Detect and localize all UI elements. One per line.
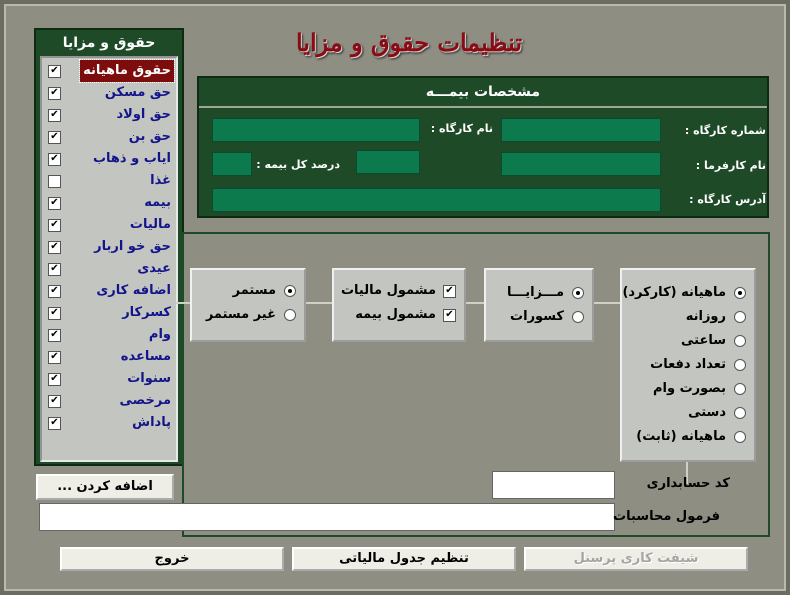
list-item-checkbox[interactable]: ✔ [48, 351, 61, 364]
list-item-checkbox[interactable]: ✔ [48, 219, 61, 232]
option-benefits[interactable] [488, 282, 588, 304]
calculation-type-option[interactable] [624, 402, 750, 424]
continuity-group [190, 268, 306, 342]
list-item[interactable] [44, 170, 174, 192]
calculation-type-radio[interactable] [734, 287, 746, 299]
employer-name-label: نام کارفرما : [695, 159, 766, 172]
list-item-checkbox[interactable]: ✔ [48, 417, 61, 430]
list-item-label: حقوق ماهیانه [80, 60, 174, 82]
list-item-label: بیمه [144, 195, 171, 210]
list-item[interactable] [44, 412, 174, 434]
total-percent-label: درصد کل بیمه : [256, 158, 340, 171]
workshop-number-field[interactable] [501, 118, 661, 142]
list-item[interactable] [44, 258, 174, 280]
tax-inclusive-checkbox[interactable]: ✔ [443, 285, 456, 298]
calculation-type-label: ماهیانه (ثابت) [636, 429, 726, 444]
calculation-type-radio[interactable] [734, 359, 746, 371]
personnel-shift-button[interactable]: شیفت کاری پرسنل [524, 547, 748, 571]
list-item-label: سنوات [127, 371, 171, 386]
list-item-label: مرخصی [119, 393, 171, 408]
calculation-type-group [620, 268, 756, 462]
calculation-type-radio[interactable] [734, 431, 746, 443]
list-item[interactable] [44, 148, 174, 170]
accounting-code-input[interactable] [492, 471, 615, 499]
list-item[interactable] [44, 60, 174, 82]
page-title: تنظیمات حقوق و مزایا [295, 28, 523, 57]
list-item-checkbox[interactable]: ✔ [48, 395, 61, 408]
list-item[interactable] [44, 280, 174, 302]
option-benefits-label: مـــزایـــا [506, 285, 564, 300]
list-item-checkbox[interactable]: ✔ [48, 307, 61, 320]
calculation-type-option[interactable] [624, 354, 750, 376]
list-item-label: عیدی [137, 261, 171, 276]
tax-table-button[interactable]: تنظیم جدول مالیاتی [292, 547, 516, 571]
calculation-type-radio[interactable] [734, 311, 746, 323]
benefits-list-title: حقوق و مزایا [62, 35, 156, 51]
list-item-label: حق خو اربار [94, 239, 171, 254]
option-non-continuous[interactable] [194, 304, 300, 326]
list-item[interactable] [44, 104, 174, 126]
calculation-type-label: روزانه [685, 309, 726, 324]
workshop-number-label: شماره کارگاه : [684, 124, 766, 137]
option-continuous[interactable] [194, 280, 300, 302]
option-continuous-label: مستمر [232, 283, 276, 298]
benefit-type-group [484, 268, 594, 342]
list-item-label: مالیات [129, 217, 171, 232]
option-tax-inclusive-label: مشمول مالیات [340, 283, 436, 298]
list-item-label: غذا [150, 173, 171, 188]
list-item[interactable] [44, 324, 174, 346]
list-item[interactable] [44, 302, 174, 324]
list-item-label: مساعده [120, 349, 171, 364]
formula-input[interactable] [39, 503, 615, 531]
calculation-type-option[interactable] [624, 306, 750, 328]
option-deductions-label: کسورات [510, 309, 564, 324]
accounting-code-label: کد حسابداری [646, 476, 730, 491]
workshop-address-field[interactable] [212, 188, 661, 212]
employer-name-field[interactable] [501, 152, 661, 176]
list-item-checkbox[interactable]: ✔ [48, 285, 61, 298]
option-insurance-inclusive-label: مشمول بیمه [355, 307, 436, 322]
list-item[interactable] [44, 192, 174, 214]
continuity-radio-0[interactable] [284, 285, 296, 297]
benefits-checklist[interactable] [40, 56, 178, 462]
list-item[interactable] [44, 82, 174, 104]
calculation-type-option[interactable] [624, 378, 750, 400]
list-item-label: حق مسکن [104, 85, 171, 100]
benefit-type-radio-1[interactable] [572, 311, 584, 323]
insurance-inclusive-checkbox[interactable]: ✔ [443, 309, 456, 322]
insurance-panel [197, 76, 769, 218]
list-item[interactable] [44, 390, 174, 412]
calculation-type-radio[interactable] [734, 383, 746, 395]
list-item-checkbox[interactable]: ✔ [48, 87, 61, 100]
calculation-type-label: بصورت وام [653, 381, 726, 396]
list-item-label: اضافه کاری [96, 283, 171, 298]
total-percent-field-b[interactable] [212, 152, 252, 176]
list-item-checkbox[interactable]: ✔ [48, 329, 61, 342]
list-item-checkbox[interactable]: ✔ [48, 197, 61, 210]
add-item-button[interactable]: اضافه کردن ... [36, 474, 174, 500]
calculation-type-option[interactable] [624, 282, 750, 304]
calculation-type-label: دستی [688, 405, 726, 420]
option-deductions[interactable] [488, 306, 588, 328]
calculation-type-radio[interactable] [734, 407, 746, 419]
workshop-address-label: آدرس کارگاه : [689, 193, 766, 206]
continuity-radio-1[interactable] [284, 309, 296, 321]
workshop-name-field[interactable] [212, 118, 420, 142]
list-item-label: پاداش [132, 415, 171, 430]
calculation-type-radio[interactable] [734, 335, 746, 347]
benefit-type-radio-0[interactable] [572, 287, 584, 299]
list-item-checkbox[interactable]: ✔ [48, 241, 61, 254]
calculation-type-label: ماهیانه (کارکرد) [622, 285, 726, 300]
list-item-checkbox[interactable]: ✔ [48, 263, 61, 276]
list-item-label: حق اولاد [116, 107, 171, 122]
calculation-type-label: تعداد دفعات [650, 357, 726, 372]
calculation-type-option[interactable] [624, 330, 750, 352]
option-tax-inclusive[interactable] [336, 280, 460, 302]
list-item-checkbox[interactable]: ✔ [48, 153, 61, 166]
calculation-type-option[interactable] [624, 426, 750, 448]
option-non-continuous-label: غیر مستمر [205, 307, 276, 322]
list-item-checkbox[interactable]: ✔ [48, 65, 61, 78]
list-item[interactable] [44, 346, 174, 368]
total-percent-field-a[interactable] [356, 150, 420, 174]
list-item-label: ایاب و ذهاب [92, 151, 171, 166]
inclusion-group [332, 268, 466, 342]
list-item[interactable] [44, 368, 174, 390]
exit-button[interactable]: خروج [60, 547, 284, 571]
insurance-header: مشخصات بیمـــه [199, 78, 767, 108]
list-item-checkbox[interactable]: ✔ [48, 373, 61, 386]
list-item-label: حق بن [128, 129, 171, 144]
formula-label: فرمول محاسبات [613, 509, 720, 524]
list-item[interactable] [44, 236, 174, 258]
calculation-type-label: ساعتی [680, 333, 726, 348]
list-item-checkbox[interactable]: ✔ [48, 131, 61, 144]
list-item-label: وام [148, 327, 171, 342]
list-item-checkbox[interactable] [48, 175, 61, 188]
list-item[interactable] [44, 126, 174, 148]
list-item-checkbox[interactable]: ✔ [48, 109, 61, 122]
benefits-list-panel [34, 28, 184, 466]
option-insurance-inclusive[interactable] [336, 304, 460, 326]
workshop-name-label: نام کارگاه : [430, 122, 493, 135]
list-item[interactable] [44, 214, 174, 236]
list-item-label: کسرکار [122, 305, 171, 320]
